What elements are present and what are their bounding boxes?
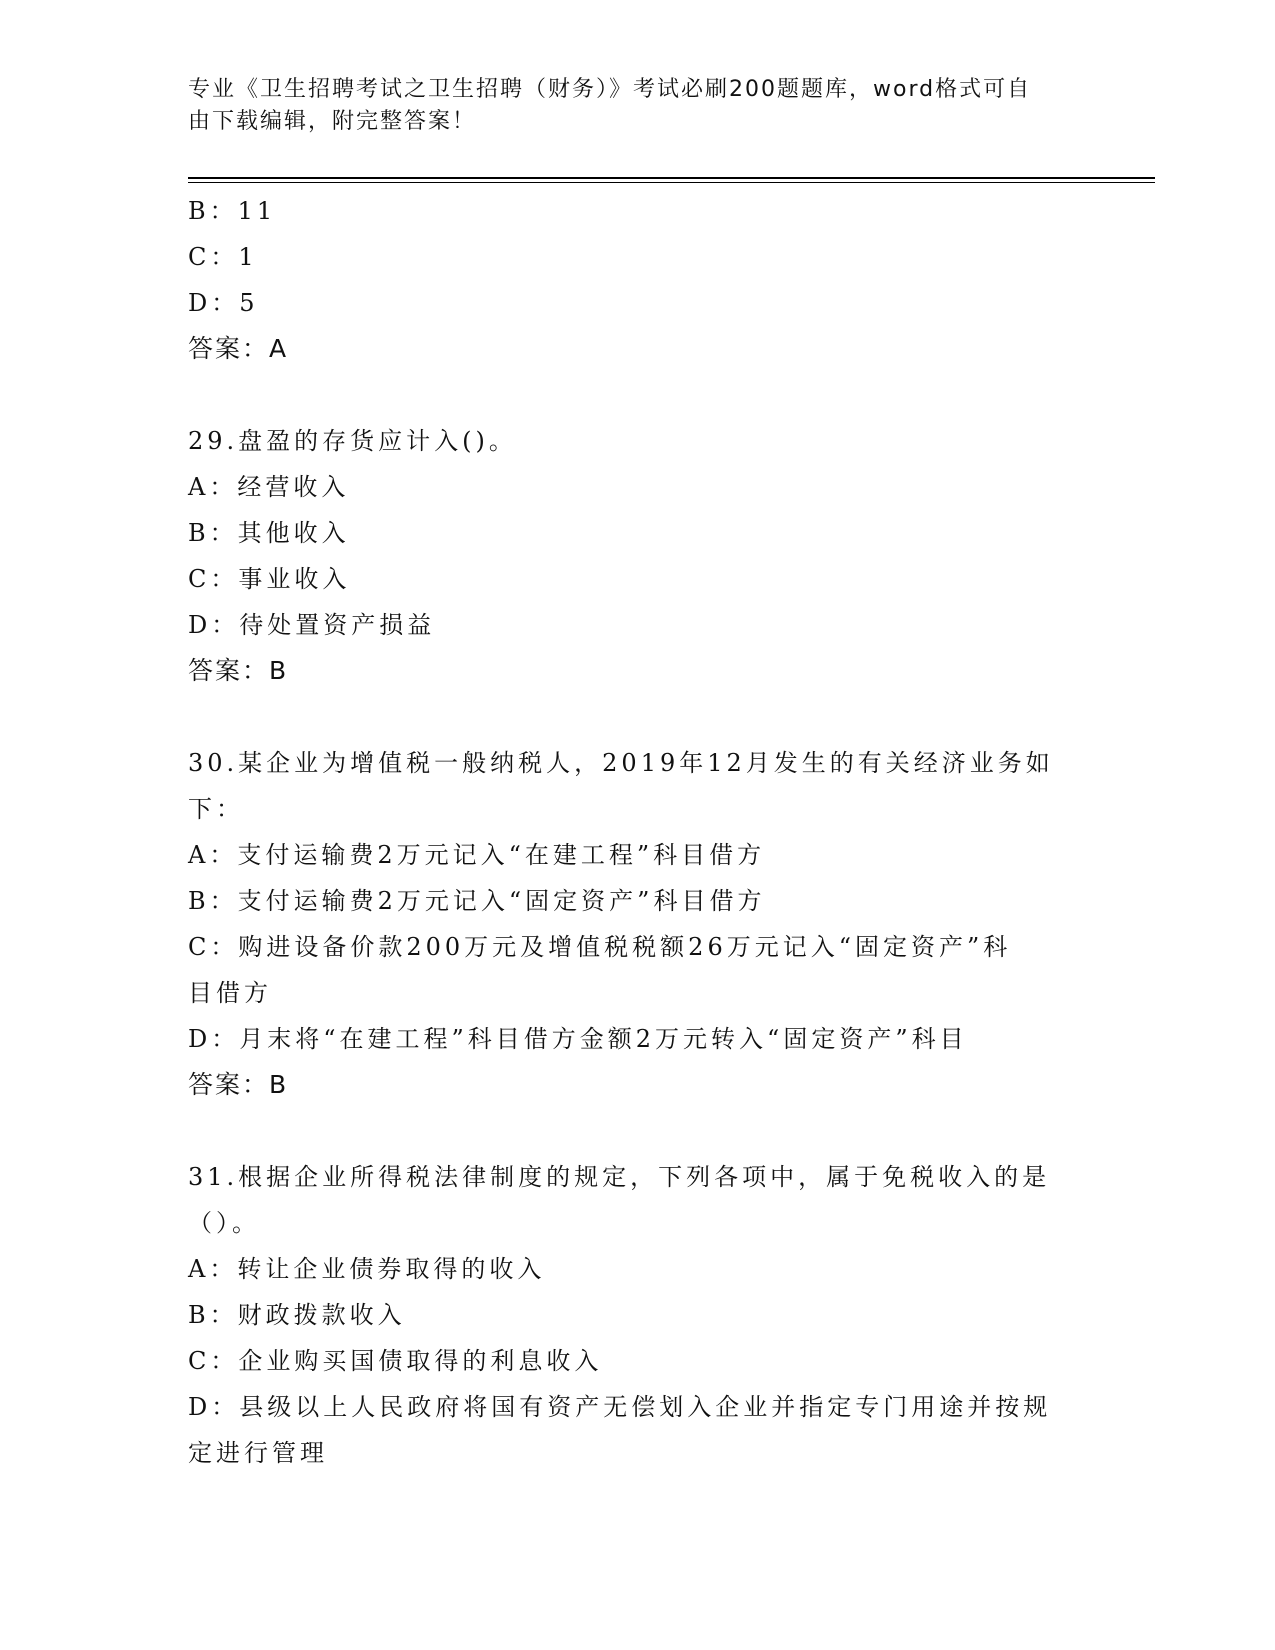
header-line-1: 专业《卫生招聘考试之卫生招聘（财务）》考试必刷200题题库，word格式可自 xyxy=(188,77,1032,102)
option-a: A：经营收入 xyxy=(188,473,350,501)
option-c: C：事业收入 xyxy=(188,565,351,593)
option-d-line-1: D：县级以上人民政府将国有资产无偿划入企业并指定专门用途并按规 xyxy=(188,1393,1052,1421)
question-stem-line-1: 30.某企业为增值税一般纳税人，2019年12月发生的有关经济业务如 xyxy=(188,749,1054,777)
question-28-tail xyxy=(188,188,1068,372)
spacer xyxy=(188,372,1068,418)
option-a: A：转让企业债券取得的收入 xyxy=(188,1255,546,1283)
answer-line: 答案：A xyxy=(188,334,289,363)
question-stem-line-1: 31.根据企业所得税法律制度的规定，下列各项中，属于免税收入的是 xyxy=(188,1163,1051,1191)
option-a: A：支付运输费2万元记入“在建工程”科目借方 xyxy=(188,841,766,869)
option-d: D：5 xyxy=(188,289,259,317)
spacer xyxy=(188,1108,1068,1154)
option-c-line-1: C：购进设备价款200万元及增值税税额26万元记入“固定资产”科 xyxy=(188,933,1012,961)
option-b: B：支付运输费2万元记入“固定资产”科目借方 xyxy=(188,887,766,915)
option-c: C：1 xyxy=(188,243,258,271)
question-stem-line-2: 下： xyxy=(188,795,244,823)
answer-line: 答案：B xyxy=(188,1070,289,1099)
option-d: D：待处置资产损益 xyxy=(188,611,436,639)
option-b: B：其他收入 xyxy=(188,519,350,547)
question-stem-line-2: （）。 xyxy=(188,1209,260,1237)
question-stem: 29.盘盈的存货应计入()。 xyxy=(188,427,517,455)
header-divider-thin xyxy=(188,182,1155,183)
option-d: D：月末将“在建工程”科目借方金额2万元转入“固定资产”科目 xyxy=(188,1025,968,1053)
option-d-line-2: 定进行管理 xyxy=(188,1439,328,1467)
question-31 xyxy=(188,1154,1068,1476)
option-c-line-2: 目借方 xyxy=(188,979,272,1007)
header-line-2: 由下载编辑，附完整答案！ xyxy=(188,109,477,134)
header-divider-thick xyxy=(188,177,1155,179)
option-c: C：企业购买国债取得的利息收入 xyxy=(188,1347,603,1375)
option-b: B：11 xyxy=(188,197,277,225)
spacer xyxy=(188,694,1068,740)
document-body xyxy=(188,188,1068,1476)
question-30 xyxy=(188,740,1068,1108)
option-b: B：财政拨款收入 xyxy=(188,1301,406,1329)
question-29 xyxy=(188,418,1068,694)
document-header xyxy=(188,74,1068,138)
answer-line: 答案：B xyxy=(188,656,289,685)
